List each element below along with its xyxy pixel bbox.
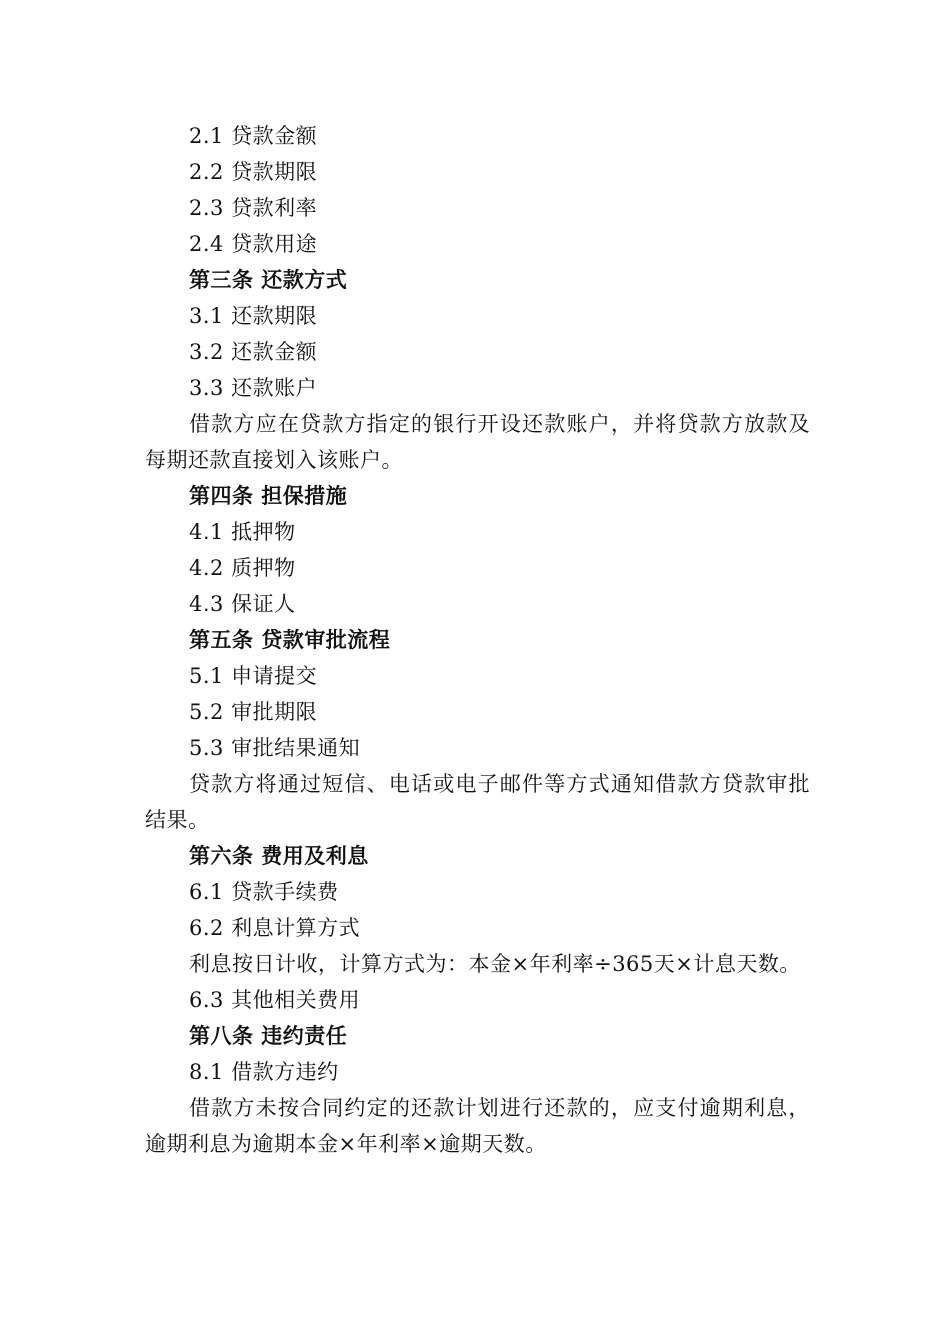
clause-item-2-4: 2.4 贷款用途	[189, 232, 318, 256]
article-6-heading: 第六条 费用及利息	[189, 844, 369, 868]
clause-item-4-3: 4.3 保证人	[189, 592, 296, 616]
interest-formula-paragraph: 利息按日计收，计算方式为：本金×年利率÷365天×计息天数。	[189, 952, 801, 976]
default-interest-paragraph: 借款方未按合同约定的还款计划进行还款的，应支付逾期利息，逾期利息为逾期本金×年利率×逾期天数。	[145, 1096, 810, 1156]
clause-item-3-2: 3.2 还款金额	[189, 340, 318, 364]
article-4-heading: 第四条 担保措施	[189, 484, 348, 508]
clause-item-3-1: 3.1 还款期限	[189, 304, 318, 328]
clause-item-2-1: 2.1 贷款金额	[189, 124, 318, 148]
article-5-heading: 第五条 贷款审批流程	[189, 628, 391, 652]
approval-notice-paragraph: 贷款方将通过短信、电话或电子邮件等方式通知借款方贷款审批结果。	[145, 772, 810, 832]
clause-item-2-2: 2.2 贷款期限	[189, 160, 318, 184]
clause-item-4-2: 4.2 质押物	[189, 556, 296, 580]
clause-item-4-1: 4.1 抵押物	[189, 520, 296, 544]
clause-item-5-2: 5.2 审批期限	[189, 700, 318, 724]
article-3-heading: 第三条 还款方式	[189, 268, 348, 292]
clause-item-2-3: 2.3 贷款利率	[189, 196, 318, 220]
clause-item-5-1: 5.1 申请提交	[189, 664, 318, 688]
document-body	[145, 118, 810, 1162]
clause-item-6-2: 6.2 利息计算方式	[189, 916, 361, 940]
clause-item-3-3: 3.3 还款账户	[189, 376, 318, 400]
clause-item-6-3: 6.3 其他相关费用	[189, 988, 361, 1012]
clause-item-6-1: 6.1 贷款手续费	[189, 880, 339, 904]
clause-item-5-3: 5.3 审批结果通知	[189, 736, 361, 760]
clause-item-8-1: 8.1 借款方违约	[189, 1060, 339, 1084]
article-8-heading: 第八条 违约责任	[189, 1024, 348, 1048]
repayment-account-paragraph: 借款方应在贷款方指定的银行开设还款账户，并将贷款方放款及每期还款直接划入该账户。	[145, 412, 810, 472]
